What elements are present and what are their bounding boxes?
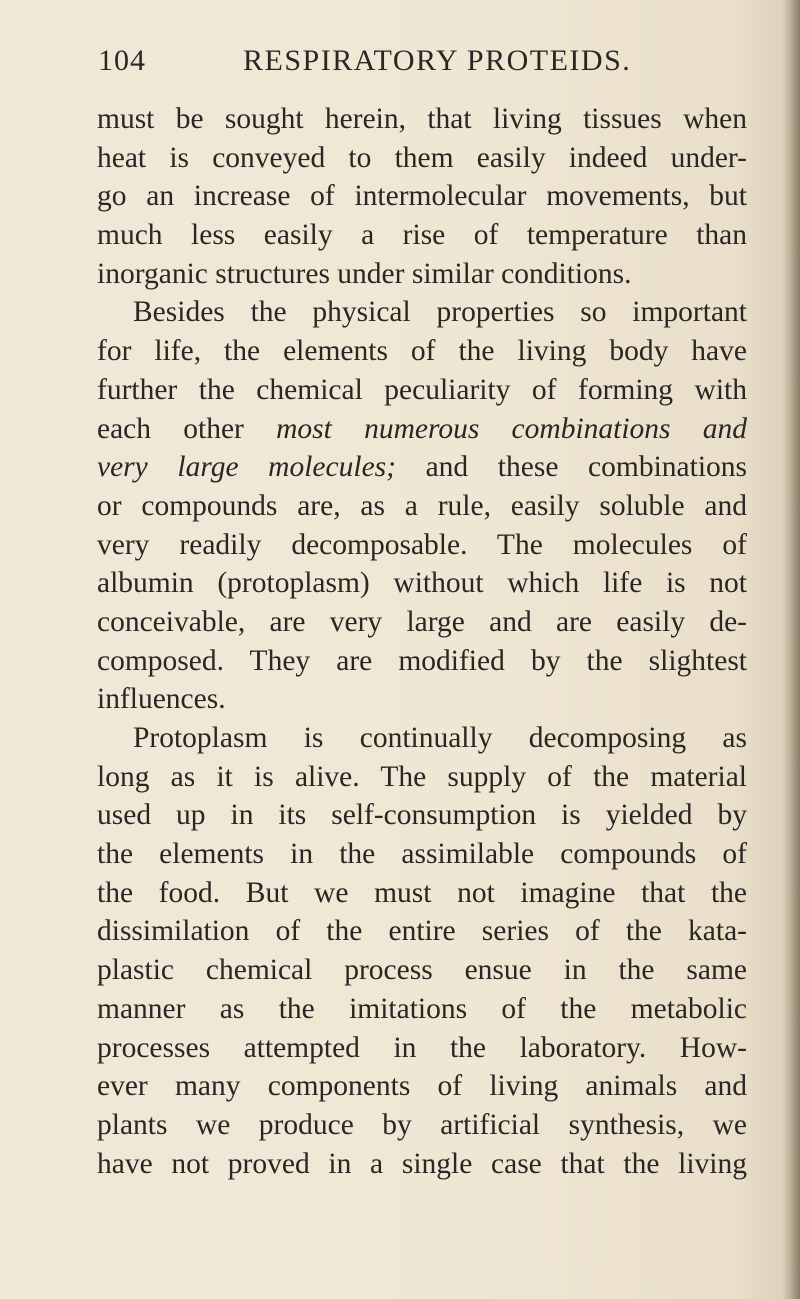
text-line <box>97 448 747 487</box>
text-line: processes attempted in the laboratory. How- <box>97 1031 747 1064</box>
text-line: further the chemical peculiarity of forming with <box>97 373 747 406</box>
text-line: the food. But we must not imagine that the <box>97 876 747 909</box>
text-line: must be sought herein, that living tissues when <box>97 103 747 135</box>
running-title: RESPIRATORY PROTEIDS. <box>243 44 632 77</box>
text-line: plastic chemical process ensue in the same <box>97 954 747 987</box>
text-line: or compounds are, as a rule, easily soluble and <box>97 489 747 522</box>
body-text <box>97 100 747 1183</box>
text-line: albumin (protoplasm) without which life is not <box>97 567 747 600</box>
text-line: very readily decomposable. The molecules of <box>97 528 747 561</box>
text-line: ever many components of living animals and <box>97 1070 747 1103</box>
text-line: manner as the imitations of the metabolic <box>97 992 747 1025</box>
text-line: plants we produce by artificial synthesis, we <box>97 1108 747 1141</box>
text-line <box>97 410 747 449</box>
running-head <box>98 44 738 84</box>
paragraph-start-line: Besides the physical properties so important <box>133 296 747 329</box>
text-run: and these combinations <box>395 451 747 484</box>
page-edge-shadow <box>782 0 800 1299</box>
text-line: long as it is alive. The supply of the material <box>97 760 747 793</box>
text-run: each other <box>97 412 277 445</box>
text-line: for life, the elements of the living body have <box>97 335 747 368</box>
text-line: conceivable, are very large and are easily de- <box>97 605 747 638</box>
text-line: dissimilation of the entire series of the kata- <box>97 915 747 948</box>
text-line: have not proved in a single case that the living <box>97 1147 747 1180</box>
text-line: composed. They are modified by the slightest <box>97 644 747 677</box>
text-line: used up in its self-consumption is yielded by <box>97 799 747 832</box>
text-line: inorganic structures under similar conditions. <box>97 257 632 290</box>
text-line: the elements in the assimilable compounds of <box>97 838 747 871</box>
page-number: 104 <box>98 44 146 77</box>
italic-text-run: very large molecules; <box>97 451 396 484</box>
text-line: heat is conveyed to them easily indeed under- <box>97 141 747 174</box>
text-line: go an increase of intermolecular movements, but <box>97 180 747 213</box>
text-line: influences. <box>97 683 226 716</box>
italic-text-run: most numerous combinations and <box>276 412 747 445</box>
text-line: much less easily a rise of temperature than <box>97 219 747 252</box>
paragraph-start-line: Protoplasm is continually decomposing as <box>133 722 747 754</box>
